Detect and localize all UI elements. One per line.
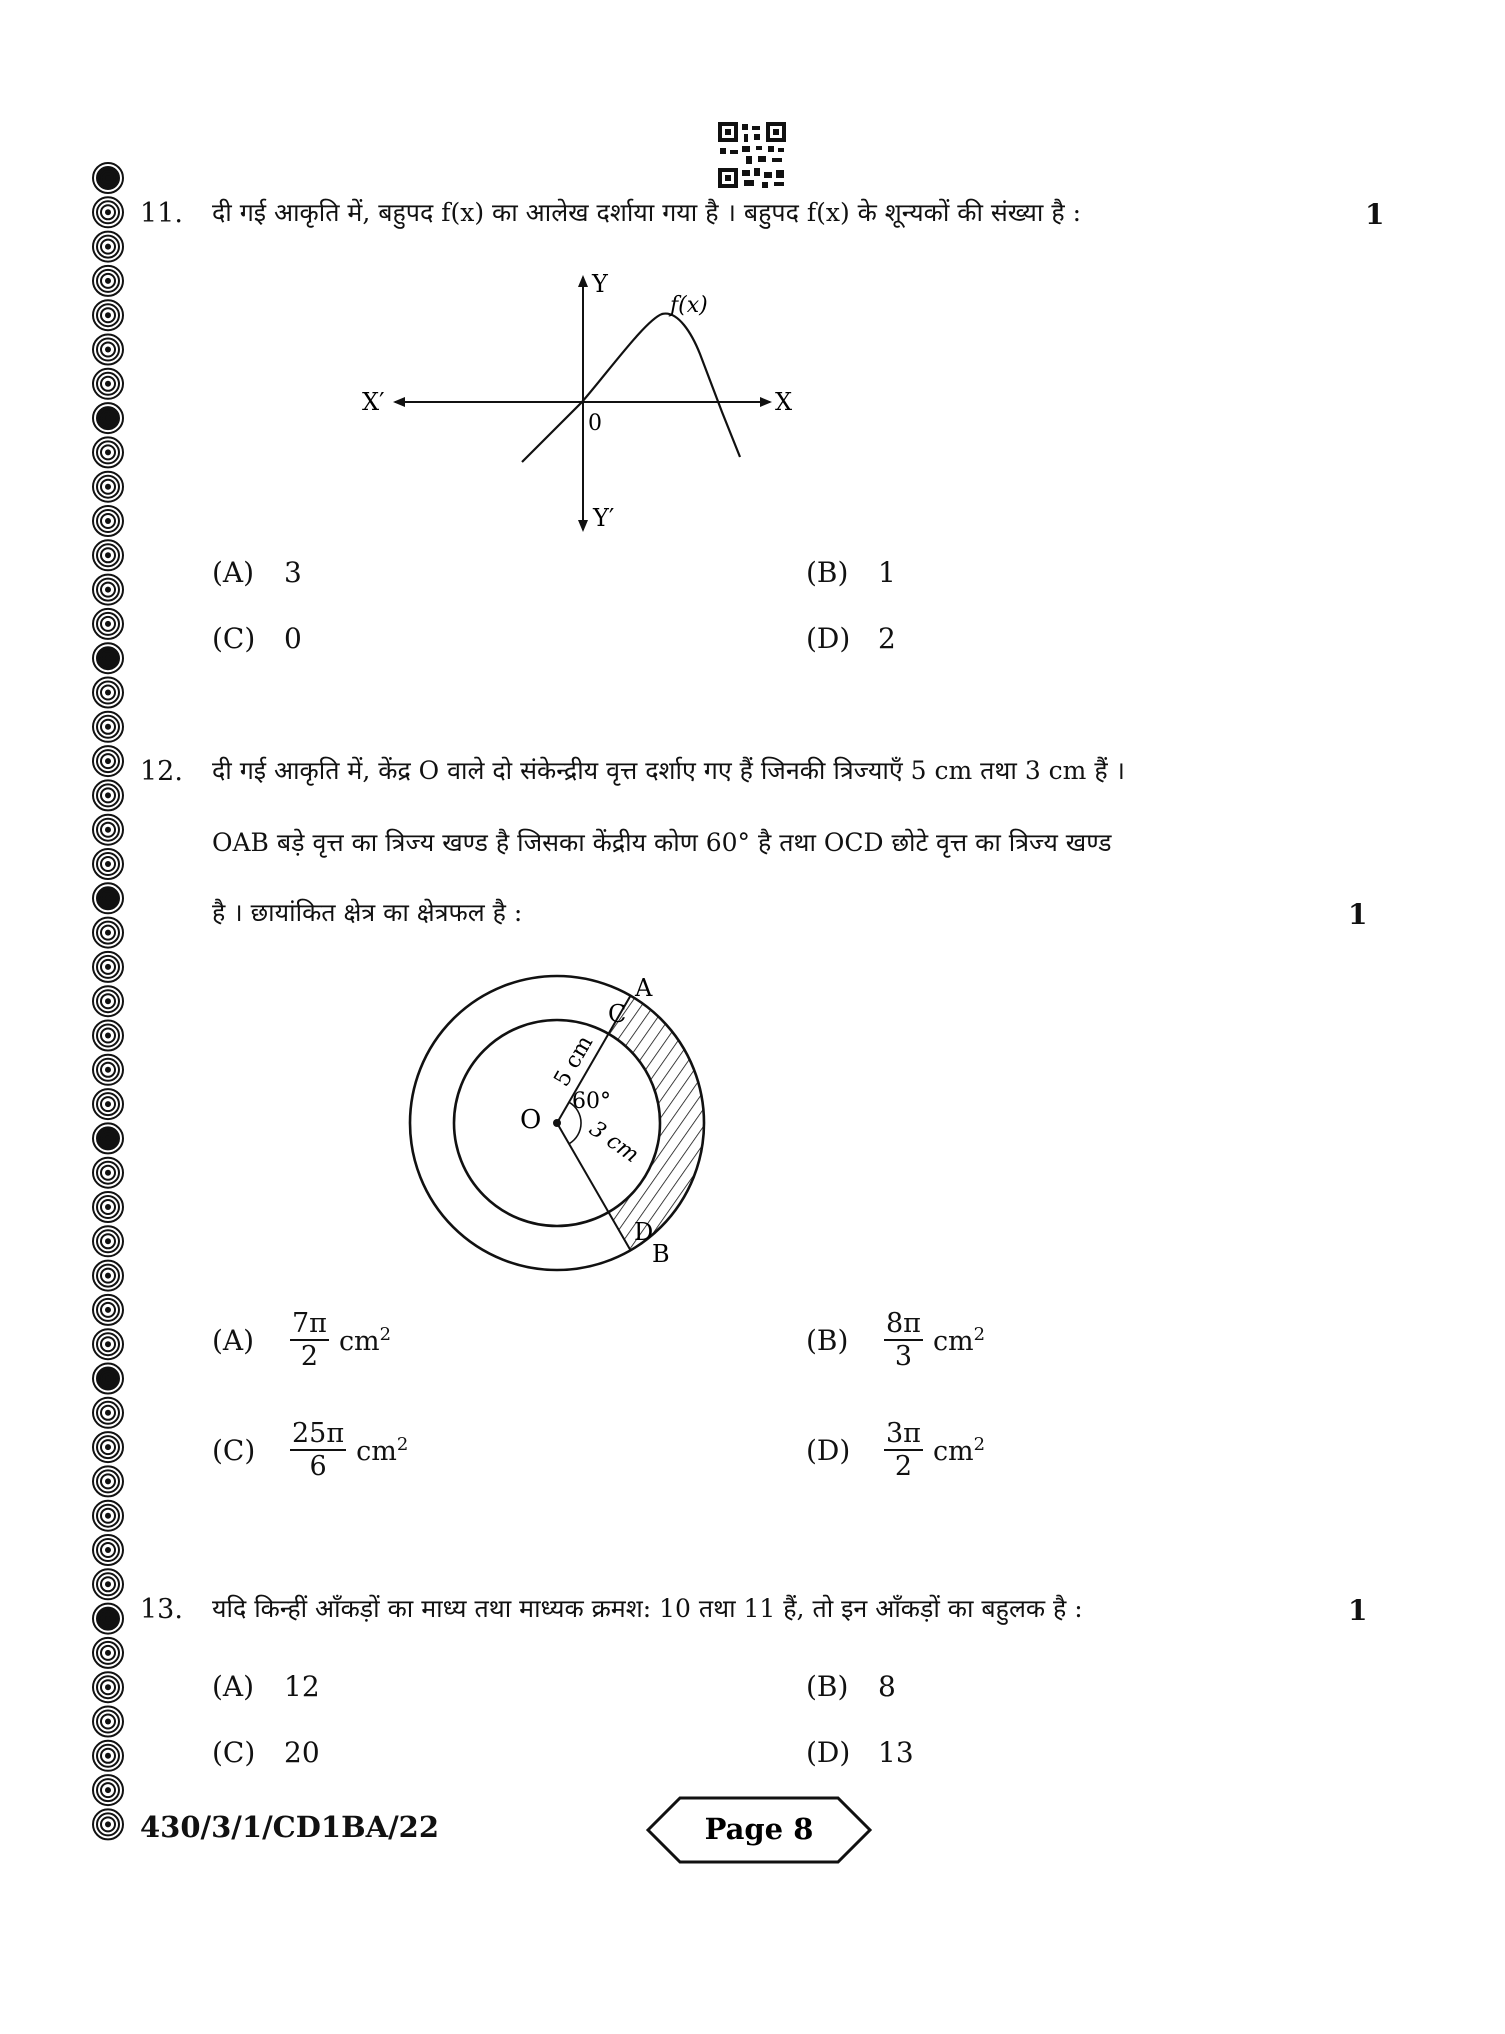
margin-ring-circle — [93, 232, 123, 262]
option-value: 12 — [284, 1670, 320, 1703]
qr-code-icon — [718, 122, 786, 188]
q11-option-c — [212, 622, 302, 655]
option-label: (D) — [806, 1736, 851, 1769]
polynomial-graph — [350, 262, 810, 537]
fraction-numerator: 8π — [884, 1308, 923, 1341]
margin-ring-circle — [93, 540, 123, 570]
q11-option-a — [212, 556, 302, 589]
page-label: Page 8 — [704, 1812, 814, 1846]
question-12-line-3: है । छायांकित क्षेत्र का क्षेत्रफल है : — [212, 898, 523, 927]
outer-radius-label: 5 cm — [549, 1031, 599, 1091]
q13-option-b — [806, 1670, 896, 1703]
fraction-numerator: 25π — [290, 1418, 346, 1451]
margin-ring-circle — [93, 506, 123, 536]
unit-exponent: 2 — [973, 1323, 986, 1345]
unit — [338, 1323, 392, 1357]
unit — [932, 1323, 986, 1357]
concentric-circles-figure — [380, 960, 780, 1290]
option-label: (A) — [212, 1670, 255, 1703]
margin-ring-circle — [93, 197, 123, 227]
inner-radius-label: 3 cm — [584, 1116, 644, 1168]
unit-text: cm — [932, 1435, 974, 1467]
margin-ring-circle — [93, 678, 123, 708]
y-neg-axis-label: Y′ — [593, 504, 615, 532]
unit — [356, 1433, 409, 1467]
fraction-numerator: 7π — [290, 1308, 329, 1341]
q13-option-c — [212, 1736, 320, 1769]
option-label: (D) — [806, 1433, 851, 1467]
question-11-number: 11. — [140, 198, 183, 229]
margin-ring-circle — [93, 1192, 123, 1222]
unit — [932, 1433, 986, 1467]
center-dot — [553, 1119, 561, 1127]
center-label: O — [520, 1105, 542, 1135]
q12-option-c — [212, 1418, 408, 1482]
q12-option-b — [806, 1308, 985, 1372]
fraction-denominator: 2 — [894, 1451, 913, 1483]
margin-ring-circle — [93, 1569, 123, 1599]
margin-ring-circle — [93, 609, 123, 639]
margin-ring-circle — [93, 1638, 123, 1668]
margin-ring-circle — [93, 1707, 123, 1737]
point-a-label: A — [635, 974, 653, 1002]
fraction — [290, 1418, 346, 1482]
fraction — [884, 1308, 923, 1372]
question-13-marks: 1 — [1348, 1594, 1368, 1627]
option-label: (D) — [806, 622, 851, 655]
margin-ring-circle — [93, 1329, 123, 1359]
margin-filled-circle — [93, 883, 123, 913]
question-11-marks: 1 — [1365, 198, 1385, 231]
unit-text: cm — [338, 1325, 380, 1357]
margin-ring-circle — [93, 472, 123, 502]
curve-label: f(x) — [670, 293, 708, 318]
margin-ring-circle — [93, 1398, 123, 1428]
margin-filled-circle — [93, 1364, 123, 1394]
margin-ring-circle — [93, 1501, 123, 1531]
margin-ring-circle — [93, 575, 123, 605]
question-13-number: 13. — [140, 1594, 183, 1625]
option-label: (B) — [806, 1323, 849, 1357]
shaded-region — [609, 996, 704, 1251]
x-axis-label: X — [775, 388, 793, 416]
unit-exponent: 2 — [973, 1433, 986, 1455]
margin-ring-circle — [93, 1261, 123, 1291]
unit-text: cm — [932, 1325, 974, 1357]
margin-ring-circle — [93, 1055, 123, 1085]
margin-circles-strip — [86, 160, 130, 1860]
option-label: (C) — [212, 1433, 256, 1467]
question-12-number: 12. — [140, 756, 183, 787]
margin-ring-circle — [93, 437, 123, 467]
option-value: 3 — [284, 556, 302, 589]
q11-option-b — [806, 556, 896, 589]
fraction — [290, 1308, 329, 1372]
q12-option-d — [806, 1418, 985, 1482]
margin-ring-circle — [93, 266, 123, 296]
unit-exponent: 2 — [396, 1433, 409, 1455]
margin-ring-circle — [93, 1089, 123, 1119]
option-label: (C) — [212, 1736, 256, 1769]
question-12-line-2: OAB बड़े वृत्त का त्रिज्य खण्ड है जिसका केंद्रीय कोण 60° है तथा OCD छोटे वृत्त का त्रिज्य खण्ड — [212, 828, 1112, 857]
question-12-line-1: दी गई आकृति में, केंद्र O वाले दो संकेन्द्रीय वृत्त दर्शाए गए हैं जिनकी त्रिज्याएँ 5 cm तथा 3 cm हैं । — [212, 756, 1126, 785]
margin-filled-circle — [93, 163, 123, 193]
margin-ring-circle — [93, 1021, 123, 1051]
margin-ring-circle — [93, 1226, 123, 1256]
point-b-label: B — [652, 1240, 670, 1268]
fraction-numerator: 3π — [884, 1418, 923, 1451]
margin-ring-circle — [93, 1535, 123, 1565]
margin-ring-circle — [93, 712, 123, 742]
fraction — [884, 1418, 923, 1482]
margin-ring-circle — [93, 746, 123, 776]
option-value: 13 — [878, 1736, 914, 1769]
q12-option-a — [212, 1308, 391, 1372]
margin-ring-circle — [93, 780, 123, 810]
margin-filled-circle — [93, 1123, 123, 1153]
margin-ring-circle — [93, 815, 123, 845]
margin-ring-circle — [93, 1432, 123, 1462]
x-neg-axis-label: X′ — [362, 388, 385, 416]
margin-ring-circle — [93, 849, 123, 879]
option-label: (C) — [212, 622, 256, 655]
margin-ring-circle — [93, 1809, 123, 1839]
fraction-denominator: 2 — [300, 1341, 319, 1373]
unit-text: cm — [356, 1435, 397, 1467]
margin-ring-circle — [93, 986, 123, 1016]
margin-filled-circle — [93, 643, 123, 673]
margin-ring-circle — [93, 1672, 123, 1702]
q13-option-a — [212, 1670, 320, 1703]
margin-ring-circle — [93, 335, 123, 365]
option-label: (A) — [212, 556, 255, 589]
margin-ring-circle — [93, 1158, 123, 1188]
margin-ring-circle — [93, 918, 123, 948]
option-value: 20 — [284, 1736, 320, 1769]
origin-label: 0 — [588, 411, 602, 436]
paper-code: 430/3/1/CD1BA/22 — [140, 1810, 440, 1844]
margin-ring-circle — [93, 1775, 123, 1805]
margin-ring-circle — [93, 952, 123, 982]
point-d-label: D — [634, 1218, 654, 1246]
margin-filled-circle — [93, 1604, 123, 1634]
option-value: 1 — [878, 556, 896, 589]
angle-label: 60° — [572, 1089, 611, 1114]
margin-ring-circle — [93, 1466, 123, 1496]
q13-option-d — [806, 1736, 914, 1769]
margin-ring-circle — [93, 300, 123, 330]
option-label: (B) — [806, 1670, 849, 1703]
question-12-marks: 1 — [1348, 898, 1368, 931]
margin-filled-circle — [93, 403, 123, 433]
margin-ring-circle — [93, 1741, 123, 1771]
option-value: 2 — [878, 622, 896, 655]
fraction-denominator: 6 — [309, 1451, 327, 1483]
point-c-label: C — [608, 1000, 627, 1028]
margin-ring-circle — [93, 1295, 123, 1325]
fraction-denominator: 3 — [894, 1341, 913, 1373]
option-label: (B) — [806, 556, 849, 589]
unit-exponent: 2 — [379, 1323, 392, 1345]
page-number-badge — [646, 1796, 872, 1864]
question-11-text: दी गई आकृति में, बहुपद f(x) का आलेख दर्शाया गया है । बहुपद f(x) के शून्यकों की संख्या है : — [212, 198, 1082, 227]
polynomial-curve — [522, 314, 740, 462]
option-value: 0 — [284, 622, 302, 655]
margin-ring-circle — [93, 369, 123, 399]
option-label: (A) — [212, 1323, 255, 1357]
y-axis-label: Y — [592, 270, 608, 298]
question-13-text: यदि किन्हीं आँकड़ों का माध्य तथा माध्यक क्रमश: 10 तथा 11 हैं, तो इन आँकड़ों का बहुलक है : — [212, 1594, 1083, 1623]
q11-option-d — [806, 622, 896, 655]
option-value: 8 — [878, 1670, 896, 1703]
